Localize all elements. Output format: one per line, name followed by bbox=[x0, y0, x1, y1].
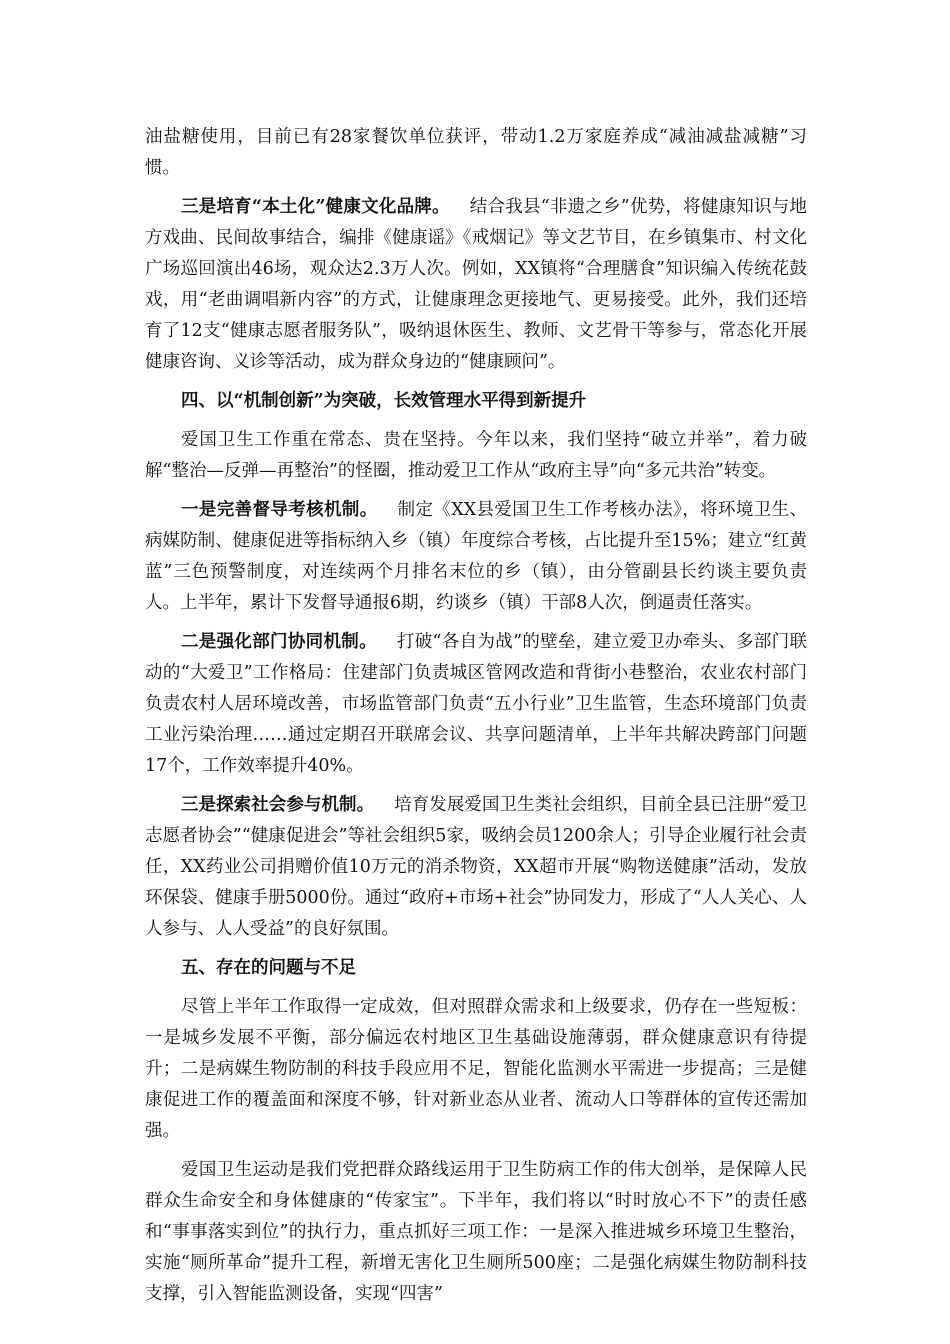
paragraph-cultural-brand bbox=[145, 192, 807, 378]
section-heading-problems: 五、存在的问题与不足 bbox=[181, 958, 356, 978]
paragraph-lead: 一是完善督导考核机制。 bbox=[181, 500, 378, 520]
paragraph-outlook: 爱国卫生运动是我们党把群众路线运用于卫生防病工作的伟大创举，是保障人民群众生命安全和身体健康的“传家宝”。下半年，我们将以“时时放心不下”的责任感和“事事落实到位”的执行力，重点抓好三项工作：一是深入推进城乡环境卫生整治，实施“厕所革命”提升工程，新增无害化卫生厕所500座；二是强化病媒生物防制科技支撑，引入智能监测设备，实现“四害” bbox=[145, 1160, 807, 1304]
paragraph-social-participation bbox=[145, 790, 807, 945]
paragraph-lead: 三是培育“本土化”健康文化品牌。 bbox=[181, 197, 450, 217]
document-page bbox=[145, 122, 807, 1310]
section-heading-mechanism: 四、以“机制创新”为突破，长效管理水平得到新提升 bbox=[181, 391, 587, 411]
paragraph-body: 结合我县“非遗之乡”优势，将健康知识与地方戏曲、民间故事结合，编排《健康谣》《戒烟记》等文艺节目，在乡镇集市、村文化广场巡回演出46场，观众达2.3万人次。例如，XX镇将“合理膳食”知识编入传统花鼓戏，用“老曲调唱新内容”的方式，让健康理念更接地气、更易接受。此外，我们还培育了12支“健康志愿者服务队”，吸纳退休医生、教师、文艺骨干等参与，常态化开展健康咨询、义诊等活动，成为群众身边的“健康顾问”。 bbox=[145, 197, 807, 372]
paragraph-lead: 二是强化部门协同机制。 bbox=[181, 632, 377, 652]
paragraph-supervision bbox=[145, 495, 807, 619]
paragraph-problems: 尽管上半年工作取得一定成效，但对照群众需求和上级要求，仍存在一些短板：一是城乡发展不平衡，部分偏远农村地区卫生基础设施薄弱，群众健康意识有待提升；二是病媒生物防制的科技手段应用不足，智能化监测水平需进一步提高；三是健康促进工作的覆盖面和深度不够，针对新业态从业者、流动人口等群体的宣传还需加强。 bbox=[145, 997, 807, 1141]
paragraph-body: 制定《XX县爱国卫生工作考核办法》，将环境卫生、病媒防制、健康促进等指标纳入乡（镇）年度综合考核，占比提升至15%；建立“红黄蓝”三色预警制度，对连续两个月排名末位的乡（镇），由分管副县长约谈主要负责人。上半年，累计下发督导通报6期，约谈乡（镇）干部8人次，倒逼责任落实。 bbox=[145, 500, 807, 613]
paragraph-lead: 三是探索社会参与机制。 bbox=[181, 795, 375, 815]
paragraph-body: 打破“各自为战”的壁垒，建立爱卫办牵头、多部门联动的“大爱卫”工作格局：住建部门负责城区管网改造和背街小巷整治，农业农村部门负责农村人居环境改善，市场监管部门负责“五小行业”卫生监管，生态环境部门负责工业污染治理……通过定期召开联席会议、共享问题清单，上半年共解决跨部门问题17个，工作效率提升40%。 bbox=[145, 632, 807, 776]
paragraph-coordination bbox=[145, 627, 807, 782]
paragraph-continued: 油盐糖使用，目前已有28家餐饮单位获评，带动1.2万家庭养成“减油减盐减糖”习惯。 bbox=[145, 127, 807, 178]
paragraph-body: 培育发展爱国卫生类社会组织，目前全县已注册“爱卫志愿者协会”“健康促进会”等社会组织5家，吸纳会员1200余人；引导企业履行社会责任，XX药业公司捐赠价值10万元的消杀物资，XX超市开展“购物送健康”活动，发放环保袋、健康手册5000份。通过“政府+市场+社会”协同发力，形成了“人人关心、人人参与、人人受益”的良好氛围。 bbox=[145, 795, 808, 939]
paragraph-mechanism-intro: 爱国卫生工作重在常态、贵在坚持。今年以来，我们坚持“破立并举”，着力破解“整治—反弹—再整治”的怪圈，推动爱卫工作从“政府主导”向“多元共治”转变。 bbox=[145, 430, 807, 481]
